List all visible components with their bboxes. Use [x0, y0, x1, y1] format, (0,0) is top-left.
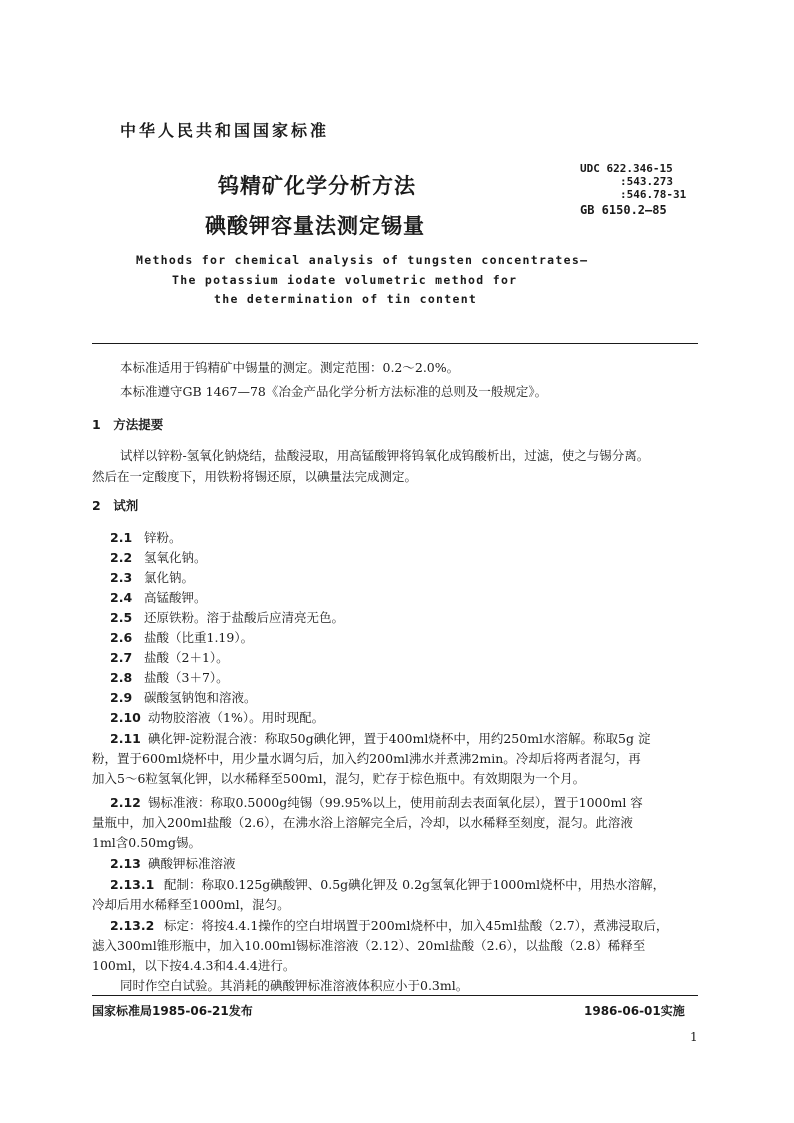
- english-title-line1: Methods for chemical analysis of tungsten concentrates—: [136, 253, 589, 267]
- reagent-2-12-line3: 1ml含0.50mg锡。: [92, 835, 201, 850]
- effective-date: 1986-06-01实施: [584, 1004, 685, 1018]
- reagent-2-13-2-line1: 2.13.2 标定：将按4.4.1操作的空白坩埚置于200ml烧杯中，加入45ml盐酸（2.7），煮沸浸取后，: [110, 918, 669, 933]
- english-title-line2: The potassium iodate volumetric method for: [172, 273, 518, 287]
- section-heading-1: 1 方法提要: [92, 417, 164, 432]
- header-divider: [92, 343, 698, 344]
- reagent-2-13-2-line3: 100ml，以下按4.4.3和4.4.4进行。: [92, 958, 296, 973]
- reagent-2-11-line2: 粉，置于600ml烧杯中，用少量水调匀后，加入约200ml沸水并煮沸2min。冷却后将两者混匀，再: [92, 751, 641, 766]
- scope-statement: 本标准适用于钨精矿中锡量的测定。测定范围：0.2～2.0%。: [120, 360, 460, 375]
- issue-date: 国家标准局1985-06-21发布: [92, 1004, 253, 1018]
- document-title-line2: 碘酸钾容量法测定锡量: [205, 214, 425, 238]
- english-title-line3: the determination of tin content: [214, 292, 478, 306]
- udc-code-2: :543.273: [620, 175, 673, 188]
- udc-code-3: :546.78-31: [620, 188, 687, 201]
- reagent-2-11-line3: 加入5～6粒氢氧化钾，以水稀释至500ml，混匀，贮存于棕色瓶中。有效期限为一个月。: [92, 771, 586, 786]
- summary-line-1: 试样以锌粉-氢氧化钠烧结，盐酸浸取，用高锰酸钾将钨氧化成钨酸析出，过滤，使之与锡分离。: [120, 448, 650, 463]
- reagent-item: 2.1 锌粉。: [110, 530, 182, 545]
- reagent-2-11-line1: 2.11 碘化钾-淀粉混合液：称取50g碘化钾，置于400ml烧杯中，用约250ml水溶解。称取5g 淀: [110, 731, 651, 746]
- gb-number: GB 6150.2—85: [580, 203, 667, 217]
- reagent-item: 2.3 氯化钠。: [110, 570, 195, 585]
- reagent-2-13-2-line4: 同时作空白试验。其消耗的碘酸钾标准溶液体积应小于0.3ml。: [120, 978, 469, 993]
- reagent-item: 2.4 高锰酸钾。: [110, 590, 207, 605]
- compliance-statement: 本标准遵守GB 1467—78《冶金产品化学分析方法标准的总则及一般规定》。: [120, 384, 548, 399]
- reagent-item: 2.10 动物胶溶液（1%）。用时现配。: [110, 710, 325, 725]
- page-number: 1: [690, 1030, 698, 1044]
- reagent-2-13-2-line2: 滤入300ml锥形瓶中，加入10.00ml锡标准溶液（2.12）、20ml盐酸（2.6），以盐酸（2.8）稀释至: [92, 938, 646, 953]
- reagent-2-13-1-line2: 冷却后用水稀释至1000ml，混匀。: [92, 897, 290, 912]
- section-heading-2: 2 试剂: [92, 498, 139, 513]
- reagent-2-12-line2: 量瓶中，加入200ml盐酸（2.6），在沸水浴上溶解完全后，冷却，以水稀释至刻度，混匀。此溶液: [92, 815, 633, 830]
- reagent-2-12-line1: 2.12 锡标准液：称取0.5000g纯锡（99.95%以上，使用前刮去表面氧化层），置于1000ml 容: [110, 795, 643, 810]
- summary-line-2: 然后在一定酸度下，用铁粉将锡还原，以碘量法完成测定。: [92, 469, 418, 484]
- reagent-item: 2.2 氢氧化钠。: [110, 550, 207, 565]
- reagent-2-13-heading: 2.13 碘酸钾标准溶液: [110, 856, 236, 871]
- issuing-agency: 中华人民共和国国家标准: [120, 121, 330, 140]
- reagent-item: 2.5 还原铁粉。溶于盐酸后应清亮无色。: [110, 610, 345, 625]
- udc-code-1: UDC 622.346-15: [580, 162, 673, 175]
- footer-divider: [92, 995, 698, 996]
- reagent-item: 2.9 碳酸氢钠饱和溶液。: [110, 690, 257, 705]
- reagent-2-13-1-line1: 2.13.1 配制：称取0.125g碘酸钾、0.5g碘化钾及 0.2g氢氧化钾于1000ml烧杯中，用热水溶解，: [110, 877, 666, 892]
- document-title-line1: 钨精矿化学分析方法: [218, 174, 416, 198]
- reagent-item: 2.7 盐酸（2＋1）。: [110, 650, 229, 665]
- reagent-item: 2.8 盐酸（3＋7）。: [110, 670, 229, 685]
- reagent-item: 2.6 盐酸（比重1.19）。: [110, 630, 254, 645]
